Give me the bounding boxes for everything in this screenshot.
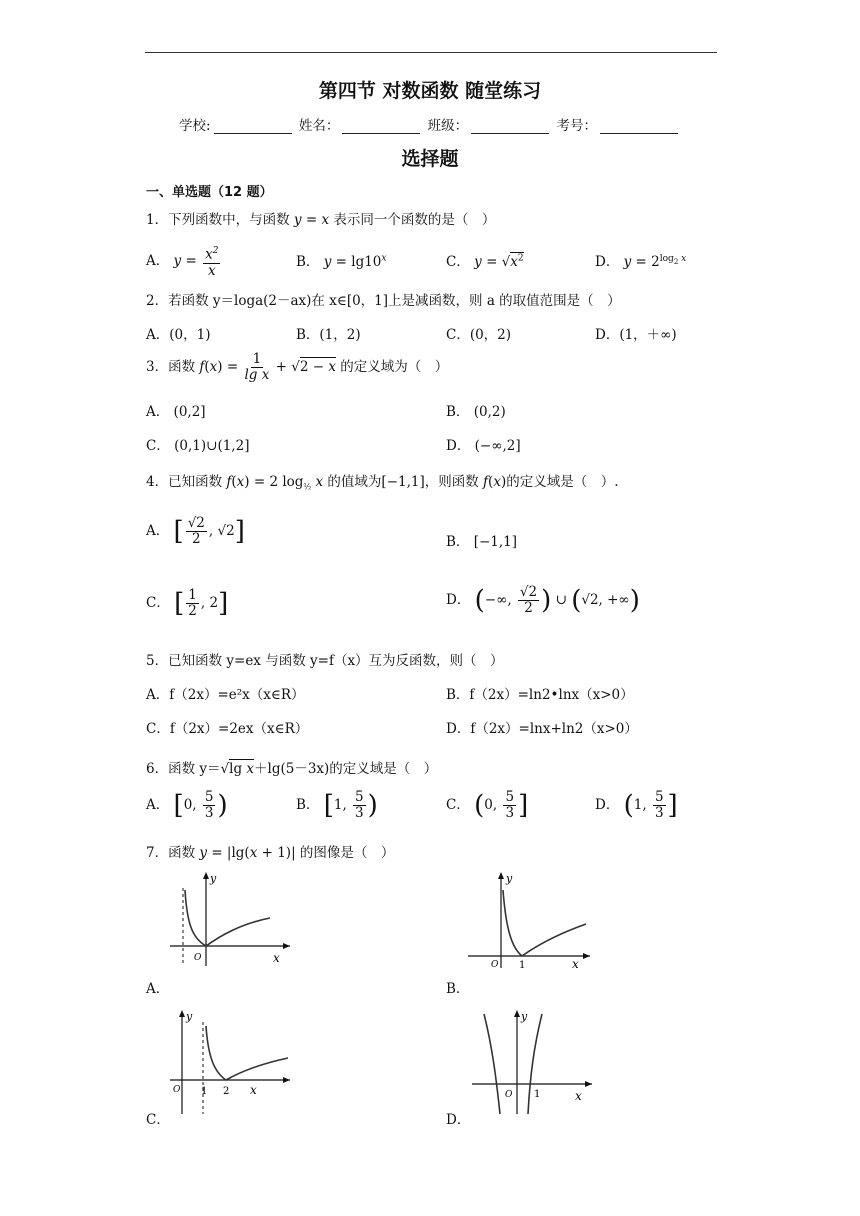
q5-option-b[interactable]: B．f（2x）=ln2•lnx（x>0） <box>446 687 634 703</box>
q3-stem: 3．函数 f(x) = $\frac{1}{\text{lg x}}$ + √2 − x 的定义域为（ ） <box>146 351 449 383</box>
q7-graph-c <box>170 1006 300 1118</box>
name-blank[interactable] <box>342 119 420 134</box>
q6-stem: 6．函数 y＝√lg x＋lg(5－3x)的定义域是（ ） <box>146 761 438 777</box>
q5-option-c[interactable]: C．f（2x）=2ex（x∈R） <box>146 721 309 737</box>
q4-option-c[interactable]: C． [ $\frac{1}{2}$ , 2] <box>146 587 229 619</box>
q2-option-d[interactable]: D．(1，＋∞) <box>595 327 677 343</box>
q5-option-a[interactable]: A．f（2x）=e²x（x∈R） <box>146 687 305 703</box>
q7-graph-a <box>170 868 300 968</box>
q7-option-d[interactable]: D． <box>446 1112 471 1128</box>
q5-stem: 5．已知函数 y=ex 与函数 y=f（x）互为反函数，则（ ） <box>146 653 504 669</box>
svg-text:1: 1 <box>534 1089 541 1100</box>
header-rule <box>145 52 717 53</box>
q1-option-c[interactable]: C． $y = √x^2$ <box>446 253 524 270</box>
q6-option-b[interactable]: B． [1, $\frac{5}{3}$ ) <box>296 789 378 821</box>
svg-text:O: O <box>194 953 202 963</box>
class-label: 班级： <box>427 118 469 134</box>
school-blank[interactable] <box>214 119 292 134</box>
q1-stem: 1．下列函数中，与函数 y = x 表示同一个函数的是（ ） <box>146 212 496 228</box>
name-label: 姓名： <box>298 118 340 134</box>
q7-option-b[interactable]: B． <box>446 981 470 997</box>
page-title: 第四节 对数函数 随堂练习 <box>318 80 542 102</box>
q7-graph-d <box>472 1006 602 1118</box>
number-label: 考号： <box>556 118 597 134</box>
q1-option-d[interactable]: D． $y = 2^{log_2 x}$ <box>595 253 687 270</box>
q4-option-d[interactable]: D． (−∞, $\frac{√2}{2}$ ) ∪ (√2, +∞) <box>446 584 640 616</box>
q3-option-a[interactable]: A． (0,2] <box>146 404 206 420</box>
q3-option-d[interactable]: D． (−∞,2] <box>446 438 521 454</box>
student-info-line <box>0 114 860 134</box>
svg-text:1: 1 <box>201 1086 208 1097</box>
q5-option-d[interactable]: D．f（2x）=lnx+ln2（x>0） <box>446 721 638 737</box>
svg-text:O: O <box>505 1090 513 1100</box>
q4-option-a[interactable]: A． [ $\frac{√2}{2}$ , √2] <box>146 515 245 547</box>
q7-graph-b <box>468 868 598 968</box>
q4-stem: 4．已知函数 f(x) = 2 $\log_{\frac{1}{2}} x$ 的值域为[−1,1]，则函数 f(x)的定义域是（ ）. <box>146 474 619 492</box>
svg-text:x: x <box>572 957 579 968</box>
svg-text:x: x <box>250 1083 257 1097</box>
svg-text:y: y <box>521 1010 528 1023</box>
q3-option-c[interactable]: C． (0,1)∪(1,2] <box>146 438 250 454</box>
number-blank[interactable] <box>600 119 678 134</box>
svg-text:y: y <box>506 872 513 885</box>
class-blank[interactable] <box>471 119 549 134</box>
section-title: 选择题 <box>401 148 459 170</box>
svg-text:x: x <box>273 951 280 965</box>
school-label: 学校: <box>179 118 211 134</box>
svg-text:y: y <box>210 872 217 885</box>
q7-option-c[interactable]: C． <box>146 1112 170 1128</box>
q7-option-a[interactable]: A． <box>146 981 170 997</box>
q3-option-b[interactable]: B． (0,2) <box>446 404 506 420</box>
subsection-title: 一、单选题（12 题） <box>146 185 273 200</box>
q1-option-b[interactable]: B． $y = \lg 10^x$ <box>296 253 387 270</box>
svg-text:1: 1 <box>519 960 526 968</box>
q6-option-d[interactable]: D． (1, $\frac{5}{3}$ ] <box>595 789 678 821</box>
svg-text:2: 2 <box>223 1086 230 1097</box>
svg-text:x: x <box>575 1089 582 1103</box>
q2-option-b[interactable]: B．(1，2) <box>296 327 361 343</box>
q4-option-b[interactable]: B． [−1,1] <box>446 534 518 550</box>
svg-text:O: O <box>491 960 499 968</box>
q2-option-a[interactable]: A．(0，1) <box>146 327 211 343</box>
q1-option-a[interactable]: A． y = $\frac{x^2}{x}$ <box>146 246 219 279</box>
svg-text:O: O <box>173 1085 181 1095</box>
q2-stem: 2．若函数 y＝loga(2－ax)在 x∈[0，1]上是减函数，则 a 的取值范围是（ ） <box>146 293 621 309</box>
q7-stem: 7．函数 y = |lg(x + 1)| 的图像是（ ） <box>146 845 395 861</box>
svg-text:y: y <box>186 1010 193 1023</box>
q6-option-a[interactable]: A． [0, $\frac{5}{3}$ ) <box>146 789 228 821</box>
q6-option-c[interactable]: C． (0, $\frac{5}{3}$ ] <box>446 789 529 821</box>
q2-option-c[interactable]: C．(0，2) <box>446 327 512 343</box>
